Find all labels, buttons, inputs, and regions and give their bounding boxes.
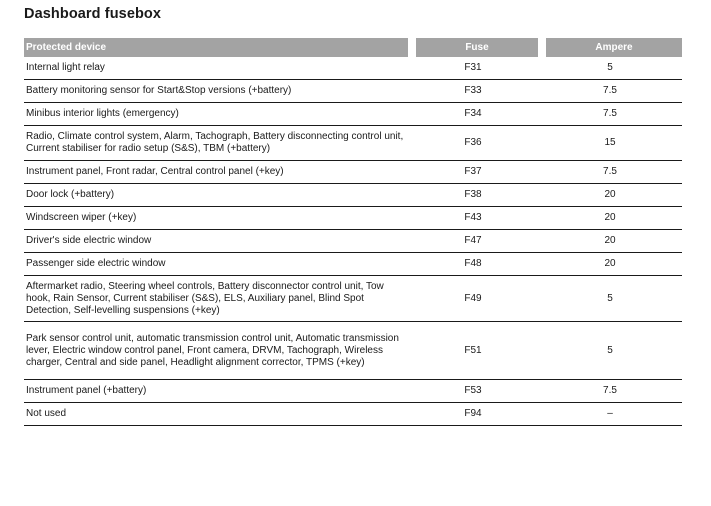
fuse-cell: F38 (408, 184, 538, 207)
ampere-cell: – (538, 403, 682, 426)
header-fuse: Fuse (408, 38, 538, 57)
ampere-cell: 5 (538, 322, 682, 380)
table-row (24, 207, 682, 230)
table-row (24, 403, 682, 426)
fuse-cell: F94 (408, 403, 538, 426)
table-row (24, 253, 682, 276)
header-protected-device: Protected device (24, 38, 408, 57)
table-row (24, 230, 682, 253)
table-row (24, 57, 682, 80)
fusebox-table (24, 38, 682, 426)
device-cell: Driver's side electric window (24, 230, 408, 253)
fuse-cell: F43 (408, 207, 538, 230)
ampere-cell: 7.5 (538, 80, 682, 103)
device-cell: Windscreen wiper (+key) (24, 207, 408, 230)
ampere-cell: 20 (538, 184, 682, 207)
ampere-cell: 7.5 (538, 380, 682, 403)
page-title: Dashboard fusebox (24, 6, 162, 22)
ampere-cell: 5 (538, 276, 682, 322)
ampere-cell: 20 (538, 207, 682, 230)
fuse-cell: F51 (408, 322, 538, 380)
fuse-cell: F47 (408, 230, 538, 253)
device-cell: Park sensor control unit, automatic transmission control unit, Automatic transmission lever, Electric window control panel, Front camera, DRVM, Tachograph, Wireless charger, Central and side panel, Headlight alignment corrector, TPMS (+key) (24, 322, 408, 380)
fuse-cell: F36 (408, 126, 538, 161)
device-cell: Door lock (+battery) (24, 184, 408, 207)
header-ampere: Ampere (538, 38, 682, 57)
fuse-cell: F34 (408, 103, 538, 126)
ampere-cell: 7.5 (538, 161, 682, 184)
table-row (24, 322, 682, 380)
ampere-cell: 15 (538, 126, 682, 161)
device-cell: Battery monitoring sensor for Start&Stop versions (+battery) (24, 80, 408, 103)
table-header-row (24, 38, 682, 57)
table-row (24, 184, 682, 207)
device-cell: Passenger side electric window (24, 253, 408, 276)
table-row (24, 380, 682, 403)
fuse-cell: F53 (408, 380, 538, 403)
ampere-cell: 20 (538, 230, 682, 253)
fuse-cell: F37 (408, 161, 538, 184)
device-cell: Radio, Climate control system, Alarm, Tachograph, Battery disconnecting control unit, Current stabiliser for radio setup (S&S), TBM (+battery) (24, 126, 408, 161)
device-cell: Instrument panel, Front radar, Central control panel (+key) (24, 161, 408, 184)
device-cell: Internal light relay (24, 57, 408, 80)
device-cell: Minibus interior lights (emergency) (24, 103, 408, 126)
device-cell: Aftermarket radio, Steering wheel controls, Battery disconnector control unit, Tow hook, Rain Sensor, Current stabiliser (S&S), ELS, Auxiliary panel, Blind Spot Detection, Self-levelling suspensions (+key) (24, 276, 408, 322)
ampere-cell: 20 (538, 253, 682, 276)
device-cell: Not used (24, 403, 408, 426)
table-row (24, 80, 682, 103)
fuse-cell: F48 (408, 253, 538, 276)
device-cell: Instrument panel (+battery) (24, 380, 408, 403)
table-row (24, 276, 682, 322)
fuse-cell: F33 (408, 80, 538, 103)
table-row (24, 161, 682, 184)
table-row (24, 103, 682, 126)
ampere-cell: 5 (538, 57, 682, 80)
table-row (24, 126, 682, 161)
ampere-cell: 7.5 (538, 103, 682, 126)
fuse-cell: F31 (408, 57, 538, 80)
fuse-cell: F49 (408, 276, 538, 322)
